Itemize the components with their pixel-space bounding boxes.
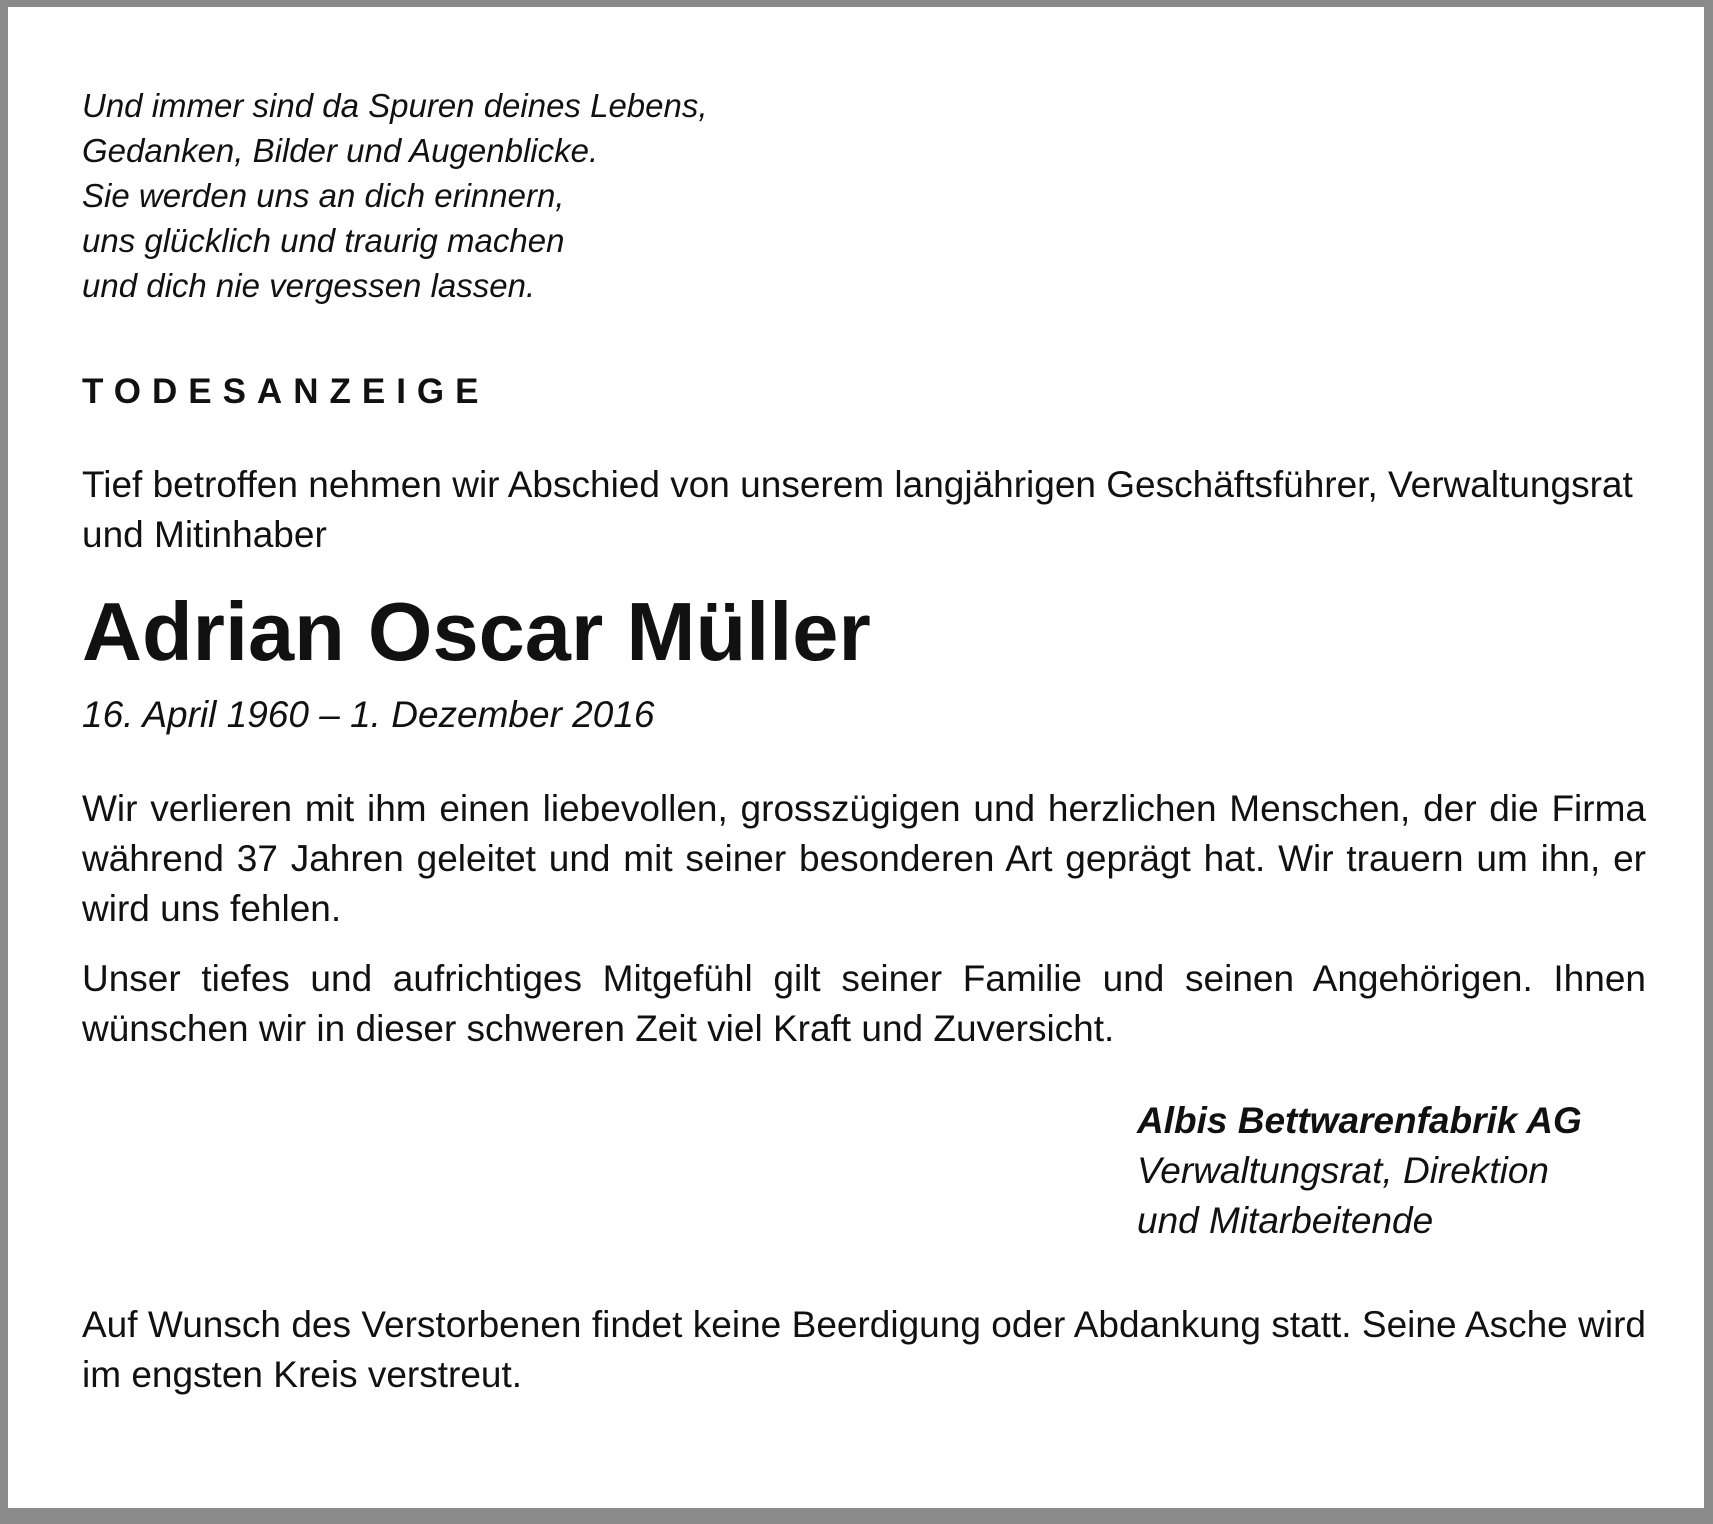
poem-line: Und immer sind da Spuren deines Lebens,: [82, 87, 708, 124]
notice-content: [82, 83, 1646, 1400]
signature-line: und Mitarbeitende: [1137, 1200, 1434, 1241]
poem-line: Gedanken, Bilder und Augenblicke.: [82, 132, 599, 169]
poem: [82, 83, 1646, 308]
company-name: Albis Bettwarenfabrik AG: [1137, 1100, 1582, 1141]
funeral-note: Auf Wunsch des Verstorbenen findet keine Beerdigung oder Abdankung statt. Seine Asche wird im engsten Kreis verstreut.: [82, 1304, 1646, 1395]
notice-heading: TODESANZEIGE: [82, 372, 490, 411]
tribute-paragraph: Wir verlieren mit ihm einen liebevollen, grosszügigen und herzlichen Menschen, der die Firma während 37 Jahren geleitet und mit seiner besonderen Art geprägt hat. Wir trauern um ihn, er wird uns fehlen.: [82, 788, 1646, 929]
poem-line: und dich nie vergessen lassen.: [82, 267, 536, 304]
signature-block: [1137, 1096, 1646, 1246]
signature-line: Verwaltungsrat, Direktion: [1137, 1150, 1549, 1191]
intro-text: Tief betroffen nehmen wir Abschied von unserem langjährigen Geschäftsführer, Verwaltungsrat und Mitinhaber: [82, 464, 1633, 555]
deceased-name: Adrian Oscar Müller: [82, 585, 871, 678]
condolence-paragraph: Unser tiefes und aufrichtiges Mitgefühl gilt seiner Familie und seinen Angehörigen. Ihnen wünschen wir in dieser schweren Zeit viel Kraft und Zuversicht.: [82, 958, 1646, 1049]
life-dates: 16. April 1960 – 1. Dezember 2016: [82, 694, 655, 735]
poem-line: uns glücklich und traurig machen: [82, 222, 565, 259]
poem-line: Sie werden uns an dich erinnern,: [82, 177, 565, 214]
